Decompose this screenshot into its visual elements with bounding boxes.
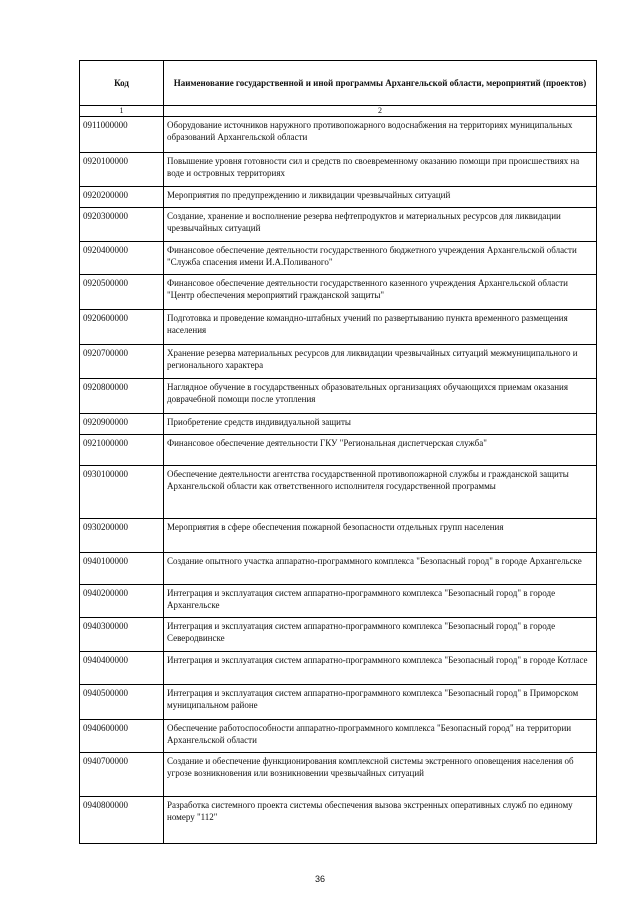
table-row xyxy=(80,208,597,242)
row-name: Обеспечение деятельности агентства государственной противопожарной службы и гражданской защиты Архангельской области как ответственного исполнителя государственной программы xyxy=(164,466,597,519)
table-body xyxy=(80,117,597,844)
header-name: Наименование государственной и иной программы Архангельской области, мероприятий (проектов) xyxy=(164,61,597,106)
row-name: Хранение резерва материальных ресурсов для ликвидации чрезвычайных ситуаций межмуниципального и регионального характера xyxy=(164,345,597,379)
row-code: 0940600000 xyxy=(80,720,164,753)
row-name: Интеграция и эксплуатация систем аппаратно-программного комплекса "Безопасный город" в городе Северодвинске xyxy=(164,618,597,652)
row-code: 0911000000 xyxy=(80,117,164,153)
row-code: 0920500000 xyxy=(80,275,164,310)
row-code: 0930100000 xyxy=(80,466,164,519)
column-number-row xyxy=(80,106,597,117)
row-name: Интеграция и эксплуатация систем аппаратно-программного комплекса "Безопасный город" в городе Архангельске xyxy=(164,585,597,618)
row-code: 0940500000 xyxy=(80,685,164,720)
table-row xyxy=(80,153,597,187)
row-name: Разработка системного проекта системы обеспечения вызова экстренных оперативных служб по единому номеру "112" xyxy=(164,797,597,844)
row-code: 0920700000 xyxy=(80,345,164,379)
row-name: Финансовое обеспечение деятельности государственного казенного учреждения Архангельской области "Центр обеспечения мероприятий гражданской защиты" xyxy=(164,275,597,310)
row-name: Приобретение средств индивидуальной защиты xyxy=(164,414,597,435)
row-code: 0920400000 xyxy=(80,242,164,275)
page-number: 36 xyxy=(314,874,325,884)
row-code: 0920300000 xyxy=(80,208,164,242)
programs-table xyxy=(79,60,597,844)
row-code: 0940400000 xyxy=(80,652,164,685)
row-name: Создание и обеспечение функционирования комплексной системы экстренного оповещения населения об угрозе возникновения или возникновении чрезвычайных ситуаций xyxy=(164,753,597,797)
row-name: Финансовое обеспечение деятельности государственного бюджетного учреждения Архангельской области "Служба спасения имени И.А.Поливаного" xyxy=(164,242,597,275)
row-code: 0930200000 xyxy=(80,519,164,553)
row-name: Создание опытного участка аппаратно-программного комплекса "Безопасный город" в городе Архангельске xyxy=(164,553,597,585)
row-code: 0920800000 xyxy=(80,379,164,414)
row-code: 0940800000 xyxy=(80,797,164,844)
row-name: Оборудование источников наружного противопожарного водоснабжения на территориях муниципальных образований Архангельской области xyxy=(164,117,597,153)
table-row xyxy=(80,797,597,844)
row-name: Мероприятия по предупреждению и ликвидации чрезвычайных ситуаций xyxy=(164,187,597,208)
row-code: 0940200000 xyxy=(80,585,164,618)
table-row xyxy=(80,466,597,519)
header-row xyxy=(80,61,597,106)
table-row xyxy=(80,275,597,310)
row-code: 0920100000 xyxy=(80,153,164,187)
table-row xyxy=(80,553,597,585)
row-name: Мероприятия в сфере обеспечения пожарной безопасности отдельных групп населения xyxy=(164,519,597,553)
column-number-2: 2 xyxy=(164,106,597,117)
table-row xyxy=(80,685,597,720)
row-code: 0940100000 xyxy=(80,553,164,585)
table-row xyxy=(80,310,597,345)
table-row xyxy=(80,519,597,553)
table-row xyxy=(80,379,597,414)
row-name: Интеграция и эксплуатация систем аппаратно-программного комплекса "Безопасный город" в городе Котласе xyxy=(164,652,597,685)
table-row xyxy=(80,242,597,275)
table-row xyxy=(80,753,597,797)
row-name: Наглядное обучение в государственных образовательных организациях обучающихся приемам оказания доврачебной помощи после утопления xyxy=(164,379,597,414)
row-name: Создание, хранение и восполнение резерва нефтепродуктов и материальных ресурсов для ликвидации чрезвычайных ситуаций xyxy=(164,208,597,242)
header-code: Код xyxy=(80,61,164,106)
row-name: Повышение уровня готовности сил и средств по своевременному оказанию помощи при происшествиях на воде и островных территориях xyxy=(164,153,597,187)
row-code: 0921000000 xyxy=(80,435,164,466)
row-name: Интеграция и эксплуатация систем аппаратно-программного комплекса "Безопасный город" в Приморском муниципальном районе xyxy=(164,685,597,720)
table-row xyxy=(80,618,597,652)
row-code: 0920600000 xyxy=(80,310,164,345)
row-code: 0940700000 xyxy=(80,753,164,797)
row-name: Подготовка и проведение командно-штабных учений по развертыванию пункта временного размещения населения xyxy=(164,310,597,345)
table-row xyxy=(80,435,597,466)
table-row xyxy=(80,345,597,379)
row-code: 0920900000 xyxy=(80,414,164,435)
table-row xyxy=(80,652,597,685)
row-code: 0920200000 xyxy=(80,187,164,208)
table-row xyxy=(80,187,597,208)
row-code: 0940300000 xyxy=(80,618,164,652)
column-number-1: 1 xyxy=(80,106,164,117)
table-row xyxy=(80,414,597,435)
table-row xyxy=(80,117,597,153)
table-row xyxy=(80,585,597,618)
row-name: Финансовое обеспечение деятельности ГКУ "Региональная диспетчерская служба" xyxy=(164,435,597,466)
row-name: Обеспечение работоспособности аппаратно-программного комплекса "Безопасный город" на территории Архангельской области xyxy=(164,720,597,753)
table-row xyxy=(80,720,597,753)
